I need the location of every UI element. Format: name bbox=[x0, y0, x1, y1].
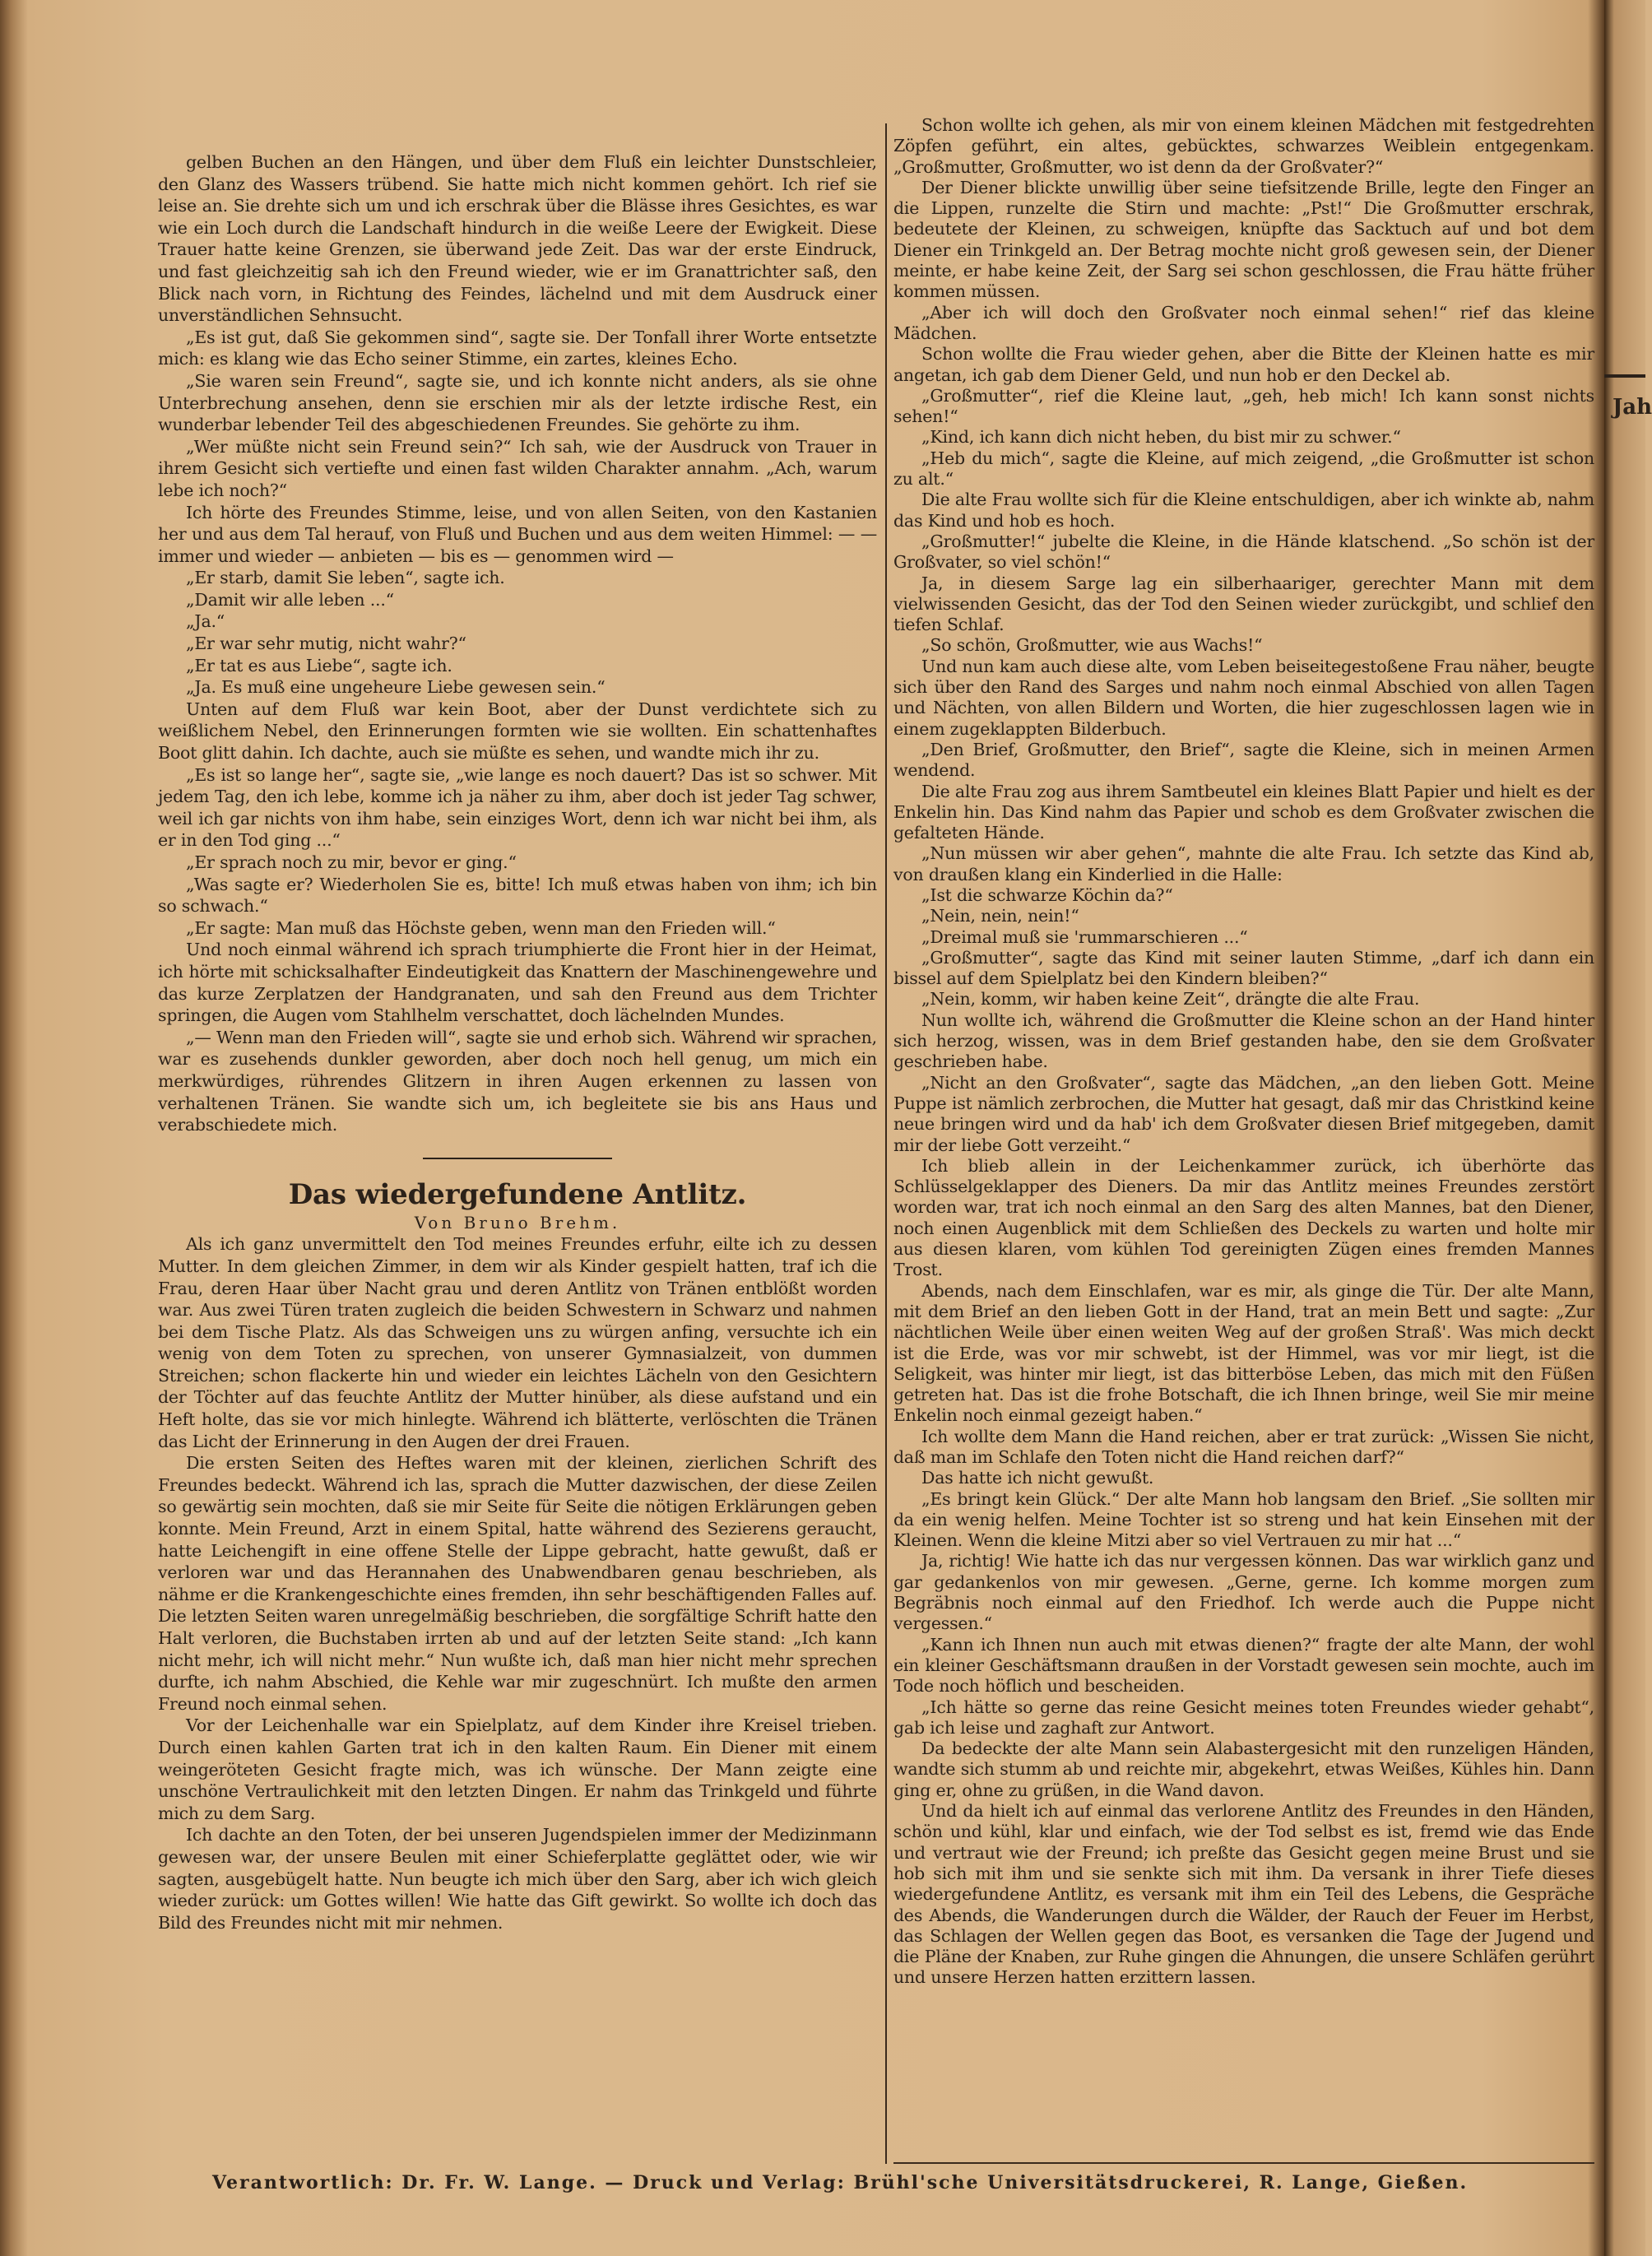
paragraph: „Großmutter“, rief die Kleine laut, „geh, heb mich! Ich kann sonst nichts sehen!“ bbox=[893, 385, 1594, 427]
paragraph: „Großmutter!“ jubelte die Kleine, in die Hände klatschend. „So schön ist der Großvater, so viel schön!“ bbox=[893, 531, 1594, 573]
paragraph: „Den Brief, Großmutter, den Brief“, sagte die Kleine, sich in meinen Armen wendend. bbox=[893, 739, 1594, 781]
paragraph: „Er starb, damit Sie leben“, sagte ich. bbox=[186, 568, 505, 588]
paragraph: „Ja.“ bbox=[186, 611, 225, 632]
paragraph: „Was sagte er? Wiederholen Sie es, bitte! Ich muß etwas haben von ihm; ich bin so schwach.“ bbox=[158, 874, 877, 917]
paragraph: gelben Buchen an den Hängen, und über dem Fluß ein leichter Dunstschleier, den Glanz des Wassers trübend. Sie hatte mich nicht kommen gehört. Ich rief sie leise an. Sie drehte sich um und ich erschrak über die Blässe ihres Gesichtes, es war wie ein Loch durch die Landschaft hindurch in die weiße Leere der Ewigkeit. Diese Trauer hatte keine Grenzen, sie überwand jede Zeit. Das war der erste Eindruck, und fast gleichzeitig sah ich den Freund wieder, wie er im Granattrichter saß, den Blick nach vorn, in Richtung des Feindes, lächelnd und mit dem Ausdruck einer unverständlichen Sehnsucht. bbox=[158, 152, 877, 326]
paragraph: „Nun müssen wir aber gehen“, mahnte die alte Frau. Ich setzte das Kind ab, von draußen klang ein Kinderlied in die Halle: bbox=[893, 843, 1594, 884]
paragraph: „Es ist gut, daß Sie gekommen sind“, sagte sie. Der Tonfall ihrer Worte entsetzte mich: es klang wie das Echo seiner Stimme, ein zartes, kleines Echo. bbox=[158, 327, 877, 369]
paragraph: Und noch einmal während ich sprach triumphierte die Front hier in der Heimat, ich hörte mit schicksalhafter Eindeutigkeit das Knattern der Maschinengewehre und das kurze Zerplatzen der Handgranaten, und sah den Freund aus dem Trichter springen, die Augen vom Stahlhelm verschattet, doch lächelnden Mundes. bbox=[158, 940, 877, 1026]
story-continuation bbox=[158, 151, 877, 1136]
paragraph: Schon wollte ich gehen, als mir von einem kleinen Mädchen mit festgedrehten Zöpfen geführt, ein altes, gebücktes, schwarzes Weiblein entgegenkam. „Großmutter, Großmutter, wo ist denn da der Großvater?“ bbox=[893, 115, 1594, 177]
paragraph: Ja, in diesem Sarge lag ein silberhaariger, gerechter Mann mit dem vielwissenden Gesicht, das der Tod den Seinen wieder zurückgibt, und schlief den tiefen Schlaf. bbox=[893, 573, 1594, 635]
paragraph: „Sie waren sein Freund“, sagte sie, und ich konnte nicht anders, als sie ohne Unterbrechung ansehen, denn sie erschien mir als der letzte irdische Rest, ein wunderbar lebender Teil des abgeschiedenen Freundes. Sie gehörte zu ihm. bbox=[158, 370, 877, 435]
paragraph: „Es ist so lange her“, sagte sie, „wie lange es noch dauert? Das ist so schwer. Mit jedem Tag, den ich lebe, komme ich ja näher zu ihm, aber doch ist jeder Tag schwer, weil ich gar nichts von ihm habe, sein einziges Wort, denn ich war nicht bei ihm, als er in den Tod ging ...“ bbox=[158, 764, 877, 851]
article-byline: Von Bruno Brehm. bbox=[414, 1212, 621, 1232]
paragraph: „Großmutter“, sagte das Kind mit seiner lauten Stimme, „darf ich dann ein bissel auf dem Spielplatz bei den Kindern bleiben?“ bbox=[893, 947, 1594, 989]
paragraph: Das hatte ich nicht gewußt. bbox=[921, 1468, 1154, 1488]
paragraph: Die alte Frau wollte sich für die Kleine entschuldigen, aber ich winkte ab, nahm das Kind und hob es hoch. bbox=[893, 490, 1594, 531]
paragraph: „Er tat es aus Liebe“, sagte ich. bbox=[186, 655, 452, 675]
column-rule bbox=[885, 123, 887, 2164]
paragraph: „Er sagte: Man muß das Höchste geben, wenn man den Frieden will.“ bbox=[186, 917, 776, 938]
paragraph: „Nicht an den Großvater“, sagte das Mädchen, „an den lieben Gott. Meine Puppe ist nämlich zerbrochen, die Mutter hat gesagt, daß mir das Christkind keine neue bringen wird und da hab' ich dem Großvater diesen Brief mitgegeben, damit mir der liebe Gott verzeiht.“ bbox=[893, 1072, 1594, 1155]
paragraph: „— Wenn man den Frieden will“, sagte sie und erhob sich. Während wir sprachen, war es zusehends dunkler geworden, aber doch noch hell genug, um mich ein merkwürdiges, rührendes Glitzern in ihren Augen erkennen zu lassen von verhaltenen Tränen. Sie wandte sich um, ich begleitete sie bis ans Haus und verabschiedete mich. bbox=[158, 1027, 877, 1135]
paragraph: Da bedeckte der alte Mann sein Alabastergesicht mit den runzeligen Händen, wandte sich stumm ab und reichte mir, abgekehrt, etwas Weißes, Kühles hin. Dann ging er, ohne zu grüßen, in die Wand davon. bbox=[893, 1738, 1594, 1800]
paragraph: „Dreimal muß sie 'rummarschieren ...“ bbox=[921, 926, 1248, 947]
footer-rule bbox=[893, 2162, 1594, 2164]
paragraph: Unten auf dem Fluß war kein Boot, aber der Dunst verdichtete sich zu weißlichem Nebel, den Erinnerungen formten wie sie wollten. Ein schattenhaftes Boot glitt dahin. Ich dachte, auch sie müßte es sehen, und wandte mich ihr zu. bbox=[158, 699, 877, 764]
paragraph: Vor der Leichenhalle war ein Spielplatz, auf dem Kinder ihre Kreisel trieben. Durch einen kahlen Garten trat ich in den kalten Raum. Ein Diener mit einem weingeröteten Gesicht fragte mich, was ich wünsche. Der Mann zeigte eine unschöne Vertraulichkeit mit den letzten Dingen. Er nahm das Trinkgeld und führte mich zu dem Sarg. bbox=[158, 1715, 877, 1823]
paragraph: „Es bringt kein Glück.“ Der alte Mann hob langsam den Brief. „Sie sollten mir da ein wenig helfen. Meine Tochter ist so streng und hat kein Einsehen mit der Kleinen. Wenn die kleine Mitzi aber so viel Vertrauen zu mir hat ...“ bbox=[893, 1488, 1594, 1551]
paragraph: Der Diener blickte unwillig über seine tiefsitzende Brille, legte den Finger an die Lippen, runzelte die Stirn und machte: „Pst!“ Die Großmutter erschrak, bedeutete der Kleinen, zu schweigen, knüpfte das Sacktuch auf und bot dem Diener ein Trinkgeld an. Der Betrag mochte nicht groß gewesen sein, der Diener meinte, er habe keine Zeit, der Sarg sei schon geschlossen, die Frau hätte früher kommen müssen. bbox=[893, 177, 1594, 302]
paragraph: Und da hielt ich auf einmal das verlorene Antlitz des Freundes in den Händen, schön und kühl, klar und einfach, wie der Tod selbst es ist, fremd wie das Ende und vertraut wie der Freund; ich preßte das Gesicht gegen meine Brust und sie hob sich mit ihm und sie senkte sich mit ihm. Da versank in ihrer Tiefe dieses wiedergefundene Antlitz, es versank mit ihm ein Teil des Lebens, die Gespräche des Abends, die Wanderungen durch die Wälder, der Rauch der Feuer im Herbst, das Schlagen der Wellen gegen das Boot, es versanken die Tage der Jugend und die Pläne der Knaben, zur Ruhe gingen die Ahnungen, die unsere Schläfen gerührt und unsere Herzen hatten erzittern lassen. bbox=[893, 1801, 1594, 1988]
paragraph: „Wer müßte nicht sein Freund sein?“ Ich sah, wie der Ausdruck von Trauer in ihrem Gesicht sich vertiefte und einen fast wilden Charakter annahm. „Ach, warum lebe ich noch?“ bbox=[158, 436, 877, 500]
paragraph: Schon wollte die Frau wieder gehen, aber die Bitte der Kleinen hatte es mir angetan, ich gab dem Diener Geld, und nun hob er den Deckel ab. bbox=[893, 344, 1594, 385]
paragraph: Die ersten Seiten des Heftes waren mit der kleinen, zierlichen Schrift des Freundes bedeckt. Während ich las, sprach die Mutter dazwischen, der diese Zeilen so gewärtig sein mochten, daß sie mir Seite für Seite die nötigen Erklärungen geben konnte. Mein Freund, Arzt in einem Spital, hatte während des Sezierens geraucht, hatte Leichengift in eine offene Stelle der Lippe gebracht, hatte gewußt, daß er verloren war und das Herannahen des Unabwendbaren genau beschrieben, als nähme er die Krankengeschichte eines fremden, ihn sehr beschäftigenden Falles auf. Die letzten Seiten waren unregelmäßig beschrieben, die sorgfältige Schrift hatte den Halt verloren, die Buchstaben irrten ab und auf der letzten Seite stand: „Ich kann nicht mehr, ich will nicht mehr.“ Nun wußte ich, daß man hier nicht mehr sprechen durfte, ich nahm Abschied, die Kehle war mir zugeschnürt. Ich mußte den armen Freund noch einmal sehen. bbox=[158, 1453, 877, 1714]
paragraph: Die alte Frau zog aus ihrem Samtbeutel ein kleines Blatt Papier und hielt es der Enkelin hin. Das Kind nahm das Papier und schob es dem Großvater zwischen die gefalteten Hände. bbox=[893, 781, 1594, 843]
paragraph: Ich hörte des Freundes Stimme, leise, und von allen Seiten, von den Kastanien her und aus dem Tal herauf, von Fluß und Buchen und aus dem weiten Himmel: — — immer und wieder — anbieten — bis es — genommen wird — bbox=[158, 502, 877, 566]
paragraph: „Ja. Es muß eine ungeheure Liebe gewesen sein.“ bbox=[186, 677, 606, 698]
paragraph: Und nun kam auch diese alte, vom Leben beiseitegestoßene Frau näher, beugte sich über den Rand des Sarges und nahm noch einmal Abschied von allen Tagen und Nächten, von allen Bildern und Worten, die hier zugeschlossen lagen wie in einem zugeklappten Bilderbuch. bbox=[893, 656, 1594, 739]
paragraph: Nun wollte ich, während die Großmutter die Kleine schon an der Hand hinter sich herzog, wissen, was in dem Brief gestanden habe, den sie dem Großvater geschrieben habe. bbox=[893, 1010, 1594, 1072]
paragraph: „Damit wir alle leben ...“ bbox=[186, 589, 394, 610]
paragraph: „Kann ich Ihnen nun auch mit etwas dienen?“ fragte der alte Mann, der wohl ein kleiner Geschäftsmann draußen in der Vorstadt gewesen sein mochte, auch im Tode noch höflich und bescheiden. bbox=[893, 1634, 1594, 1697]
paragraph: „So schön, Großmutter, wie aus Wachs!“ bbox=[921, 635, 1263, 656]
paragraph: „Ist die schwarze Köchin da?“ bbox=[921, 884, 1173, 905]
paragraph: Ja, richtig! Wie hatte ich das nur vergessen können. Das war wirklich ganz und gar gedankenlos von mir gewesen. „Gerne, gerne. Ich komme morgen zum Begräbnis noch einmal auf den Friedhof. Ich werde auch die Puppe nicht vergessen.“ bbox=[893, 1551, 1594, 1634]
adjacent-page-rule bbox=[1604, 374, 1645, 378]
paragraph: „Er sprach noch zu mir, bevor er ging.“ bbox=[186, 852, 517, 872]
paragraph: „Heb du mich“, sagte die Kleine, auf mich zeigend, „die Großmutter ist schon zu alt.“ bbox=[893, 448, 1594, 490]
imprint-footer: Verantwortlich: Dr. Fr. W. Lange. — Druck und Verlag: Brühl'sche Universitätsdruckerei, R. Lange, Gießen. bbox=[212, 2172, 1469, 2193]
article-title: Das wiedergefundene Antlitz. bbox=[288, 1177, 747, 1211]
paragraph: Ich dachte an den Toten, der bei unseren Jugendspielen immer der Medizinmann gewesen war, der unsere Beulen mit einer Schieferplatte geglättet oder, wie wir sagten, ausgebügelt hatte. Nun beugte ich mich über den Sarg, aber ich wich gleich wieder zurück: um Gottes willen! Wie hatte das Gift gewirkt. So wollte ich doch das Bild des Freundes nicht mit mir nehmen. bbox=[158, 1825, 877, 1933]
paragraph: „Ich hätte so gerne das reine Gesicht meines toten Freundes wieder gehabt“, gab ich leise und zaghaft zur Antwort. bbox=[893, 1697, 1594, 1738]
paragraph: „Er war sehr mutig, nicht wahr?“ bbox=[186, 634, 466, 654]
paragraph: „Nein, nein, nein!“ bbox=[921, 906, 1079, 926]
left-column bbox=[158, 151, 877, 1933]
adjacent-page-fragment: Jah bbox=[1613, 395, 1652, 420]
paragraph: „Kind, ich kann dich nicht heben, du bist mir zu schwer.“ bbox=[921, 427, 1401, 448]
paragraph: „Nein, komm, wir haben keine Zeit“, drängte die alte Frau. bbox=[921, 989, 1420, 1010]
paragraph: „Aber ich will doch den Großvater noch einmal sehen!“ rief das kleine Mädchen. bbox=[893, 302, 1594, 343]
paragraph: Ich wollte dem Mann die Hand reichen, aber er trat zurück: „Wissen Sie nicht, daß man im Schlafe den Toten nicht die Hand reichen darf?“ bbox=[893, 1426, 1594, 1467]
section-divider bbox=[423, 1158, 612, 1159]
right-column bbox=[893, 115, 1594, 1989]
article-body-start bbox=[158, 1233, 877, 1933]
paragraph: Als ich ganz unvermittelt den Tod meines Freundes erfuhr, eilte ich zu dessen Mutter. In dem gleichen Zimmer, in dem wir als Kinder gespielt hatten, traf ich die Frau, deren Haar über Nacht grau und deren Antlitz von Tränen entblößt worden war. Aus zwei Türen traten zugleich die beiden Schwestern in Schwarz und nahmen bei dem Tische Platz. Als das Schweigen uns zu würgen anfing, versuchte ich ein wenig von dem Toten zu sprechen, von unserer Gymnasialzeit, von dummen Streichen; schon flackerte hin und wieder ein leichtes Lächeln von den Gesichtern der Töchter auf das feuchte Antlitz der Mutter hinüber, als diese aufstand und ein Heft holte, das sie vor mich hinlegte. Während ich blätterte, verlöschten die Tränen das Licht der Erinnerung in den Augen der drei Frauen. bbox=[158, 1234, 877, 1451]
paragraph: Ich blieb allein in der Leichenkammer zurück, ich überhörte das Schlüsselgeklapper des Dieners. Da mir das Antlitz meines Freundes zerstört worden war, trat ich noch einmal an den Sarg des alten Mannes, bat den Diener, noch einen Augenblick mit dem Schließen des Deckels zu warten und holte mir aus diesen klaren, vom kühlen Tod gereinigten Zügen eines fremden Mannes Trost. bbox=[893, 1155, 1594, 1280]
adjacent-page-edge bbox=[1604, 0, 1652, 2256]
paragraph: Abends, nach dem Einschlafen, war es mir, als ginge die Tür. Der alte Mann, mit dem Brief an den lieben Gott in der Hand, trat an mein Bett und sagte: „Zur nächtlichen Weile über einen weiten Weg auf der großen Straß'. Was mich deckt ist die Erde, was vor mir schwebt, ist der Himmel, was vor mir liegt, ist die Seligkeit, was hinter mir liegt, ist das bitterböse Leben, das mich mit den Füßen getreten hat. Das ist die frohe Botschaft, die ich Ihnen bringe, weil Sie mir meine Enkelin noch einmal gezeigt haben.“ bbox=[893, 1280, 1594, 1426]
